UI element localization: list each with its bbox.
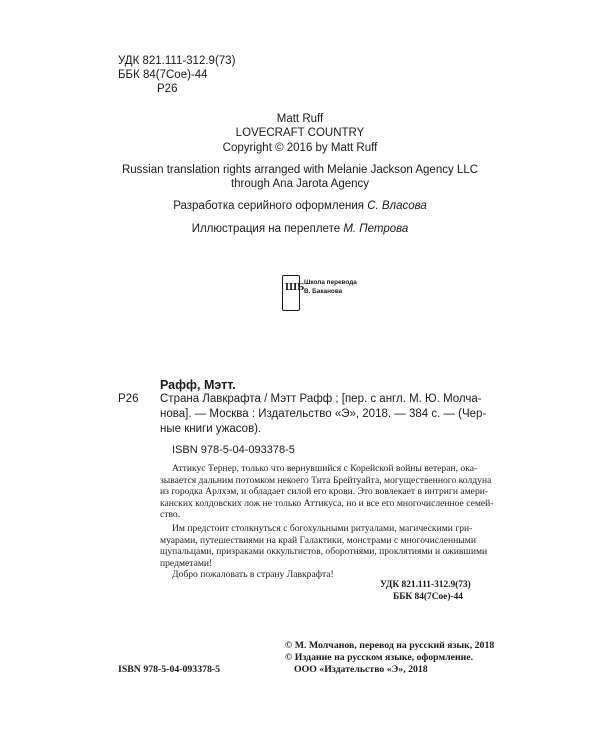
card-isbn: ISBN 978-5-04-093378-5 <box>172 444 295 456</box>
isbn: ISBN 978-5-04-093378-5 <box>118 664 221 675</box>
annotation-line: из городка Арлхэм, и обладает силой его крови. Это вовлекает в интриги амери- <box>160 486 489 498</box>
annotation-line: Аттикус Тернер, только что вернувшийся с Корейской войны ветеран, ока- <box>172 463 478 474</box>
footer-bbk-code: ББК 84(7Сое)-44 <box>393 592 463 602</box>
author-mark: Р26 <box>157 83 178 95</box>
logo-glyph: ШБ <box>285 281 305 293</box>
series-designer-name: С. Власова <box>367 200 427 212</box>
card-author-heading: Рафф, Мэтт. <box>160 378 236 392</box>
logo-text-line-2: В. Баканова <box>304 287 343 295</box>
footer-udk-code: УДК 821.111-312.9(73) <box>380 580 471 590</box>
annotation-line: Добро пожаловать в страну Лавкрафта! <box>172 569 334 580</box>
annotation-paragraph-2 <box>160 523 488 569</box>
publisher-logo <box>282 275 362 313</box>
series-design-credit <box>0 199 600 213</box>
cover-illustration-credit <box>0 222 600 236</box>
translation-copyright: © М. Молчанов, перевод на русский язык, 2018 <box>285 640 495 651</box>
cover-illustrator-name: М. Петрова <box>343 223 409 235</box>
card-description-line-1: Страна Лавкрафта / Мэтт Рафф ; [пер. с англ. М. Ю. Молча- <box>160 393 482 405</box>
annotation-line: ство. <box>160 509 181 521</box>
bbk-code: ББК 84(7Сое)-44 <box>118 69 208 81</box>
original-copyright: Copyright © 2016 by Matt Ruff <box>222 142 378 154</box>
series-design-label: Разработка серийного оформления <box>173 200 365 212</box>
annotation-line: Им предстоит столкнуться с богохульными ритуалами, магическими гри- <box>172 523 473 534</box>
original-title: LOVECRAFT COUNTRY <box>235 127 365 139</box>
udk-code: УДК 821.111-312.9(73) <box>118 55 236 67</box>
translation-rights-line-2: through Ana Jarota Agency <box>230 178 370 190</box>
cover-illustration-label: Иллюстрация на переплете <box>191 223 341 235</box>
logo-text <box>304 279 357 296</box>
annotation-line: предметами! <box>160 557 213 569</box>
translation-rights-line-1: Russian translation rights arranged with Melanie Jackson Agency LLC <box>121 164 479 176</box>
publisher-copyright: ООО «Издательство «Э», 2018 <box>294 664 428 675</box>
annotation-line: зывается дальним потомком некоего Тита Брейтуайта, могущественного колдуна <box>160 474 492 486</box>
card-description-line-3: ные книги ужасов). <box>160 423 262 435</box>
logo-text-line-1: Школа перевода <box>304 279 357 286</box>
annotation-line: канских колдовских лож не только Аттикуса, но и все его многочисленное семей- <box>160 497 494 509</box>
annotation-line: муарами, путешествиями на край Галактики, монстрами с многочисленными <box>160 534 476 546</box>
annotation-line: щупальцами, призраками оккультистов, оборотнями, проклятиями и ожившими <box>160 546 488 558</box>
card-description-line-2: нова]. — Москва : Издательство «Э», 2018. — 384 с. — (Чер- <box>160 408 487 420</box>
annotation-paragraph-3 <box>160 569 485 581</box>
card-author-mark: Р26 <box>118 393 139 405</box>
original-author: Matt Ruff <box>276 113 324 125</box>
annotation-paragraph-1 <box>160 463 494 521</box>
edition-copyright: © Издание на русском языке, оформление. <box>285 652 474 663</box>
logo-emblem <box>282 275 305 311</box>
